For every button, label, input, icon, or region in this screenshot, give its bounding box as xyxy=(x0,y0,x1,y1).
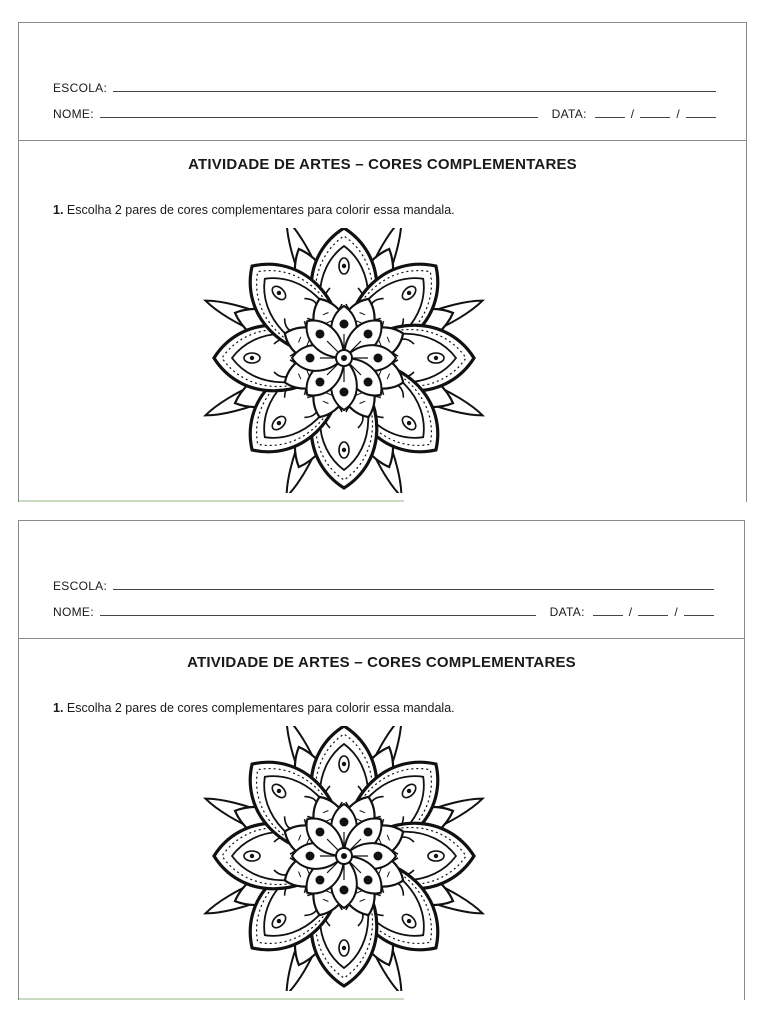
date-separator: / xyxy=(676,107,680,121)
date-separator: / xyxy=(628,605,633,619)
worksheet-header xyxy=(19,23,746,141)
date-separator: / xyxy=(674,605,678,619)
mandala-flower-icon[interactable] xyxy=(189,726,499,991)
activity-title: ATIVIDADE DE ARTES – CORES COMPLEMENTARES xyxy=(188,156,577,173)
question-1 xyxy=(53,701,455,715)
date-month-line[interactable] xyxy=(638,615,668,616)
nome-row xyxy=(53,103,716,121)
bottom-accent-line xyxy=(19,998,404,1000)
worksheet-header xyxy=(19,521,744,639)
worksheet-2 xyxy=(18,520,745,1000)
question-number: 1. xyxy=(53,203,64,217)
data-label: DATA: xyxy=(551,107,587,121)
activity-title: ATIVIDADE DE ARTES – CORES COMPLEMENTARES xyxy=(187,654,576,671)
nome-row xyxy=(53,601,714,619)
question-text: Escolha 2 pares de cores complementares para colorir essa mandala. xyxy=(66,203,455,217)
mandala-svg xyxy=(189,228,499,493)
escola-line[interactable] xyxy=(113,91,716,92)
date-year-line[interactable] xyxy=(684,615,714,616)
mandala-svg xyxy=(189,726,499,991)
escola-label: ESCOLA: xyxy=(53,81,108,95)
question-number: 1. xyxy=(53,701,64,715)
nome-label: NOME: xyxy=(53,605,94,619)
nome-line[interactable] xyxy=(100,615,536,616)
date-year-line[interactable] xyxy=(686,117,716,118)
date-day-line[interactable] xyxy=(595,117,625,118)
escola-row xyxy=(53,77,716,95)
nome-line[interactable] xyxy=(100,117,538,118)
bottom-accent-line xyxy=(19,500,404,502)
data-label: DATA: xyxy=(549,605,585,619)
mandala-flower-icon[interactable] xyxy=(189,228,499,493)
escola-label: ESCOLA: xyxy=(53,579,108,593)
worksheet-1 xyxy=(18,22,747,502)
date-month-line[interactable] xyxy=(640,117,670,118)
question-text: Escolha 2 pares de cores complementares para colorir essa mandala. xyxy=(66,701,455,715)
question-1 xyxy=(53,203,455,217)
date-day-line[interactable] xyxy=(593,615,623,616)
escola-line[interactable] xyxy=(113,589,714,590)
escola-row xyxy=(53,575,714,593)
date-separator: / xyxy=(630,107,635,121)
nome-label: NOME: xyxy=(53,107,94,121)
